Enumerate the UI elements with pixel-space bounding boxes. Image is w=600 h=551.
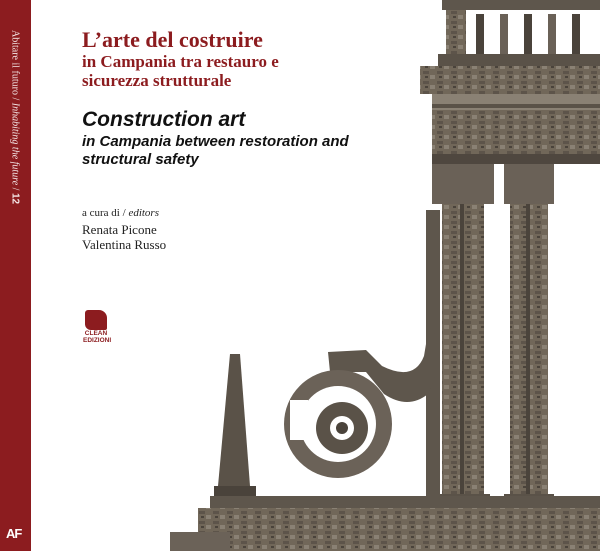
publisher-logo xyxy=(83,310,112,344)
subtitle-english: in Campania between restoration and structural safety xyxy=(82,133,349,168)
cover-spine xyxy=(0,0,31,551)
series-number: 12 xyxy=(9,192,21,205)
scroll-volute xyxy=(284,320,438,478)
columns xyxy=(426,164,554,504)
title-italian: L’arte del costruire xyxy=(82,27,263,52)
editors-label-it: a cura di / xyxy=(82,207,129,219)
title-english: Construction art xyxy=(82,108,246,131)
editors-label-en: editors xyxy=(128,207,159,219)
base-wall xyxy=(170,496,600,551)
series-title-en: Inhabiting the future xyxy=(9,102,21,186)
obelisk xyxy=(214,354,256,498)
series-separator: / xyxy=(9,185,21,193)
publisher-mark-icon xyxy=(85,310,107,330)
publisher-name: CLEAN xyxy=(84,330,108,337)
editors-label xyxy=(82,207,159,219)
publisher-imprint: EDIZIONI xyxy=(83,337,112,344)
series-title xyxy=(10,30,21,204)
editor-name: Renata Picone xyxy=(82,222,157,237)
balustrade xyxy=(438,0,600,66)
series-title-it: Abitare il futuro / xyxy=(9,30,21,103)
entablature xyxy=(420,66,600,164)
series-logo: AF xyxy=(6,526,22,541)
subtitle-italian: in Campania tra restauro e sicurezza strutturale xyxy=(82,52,279,90)
editor-name: Valentina Russo xyxy=(82,237,167,252)
architectural-photo xyxy=(170,0,600,551)
